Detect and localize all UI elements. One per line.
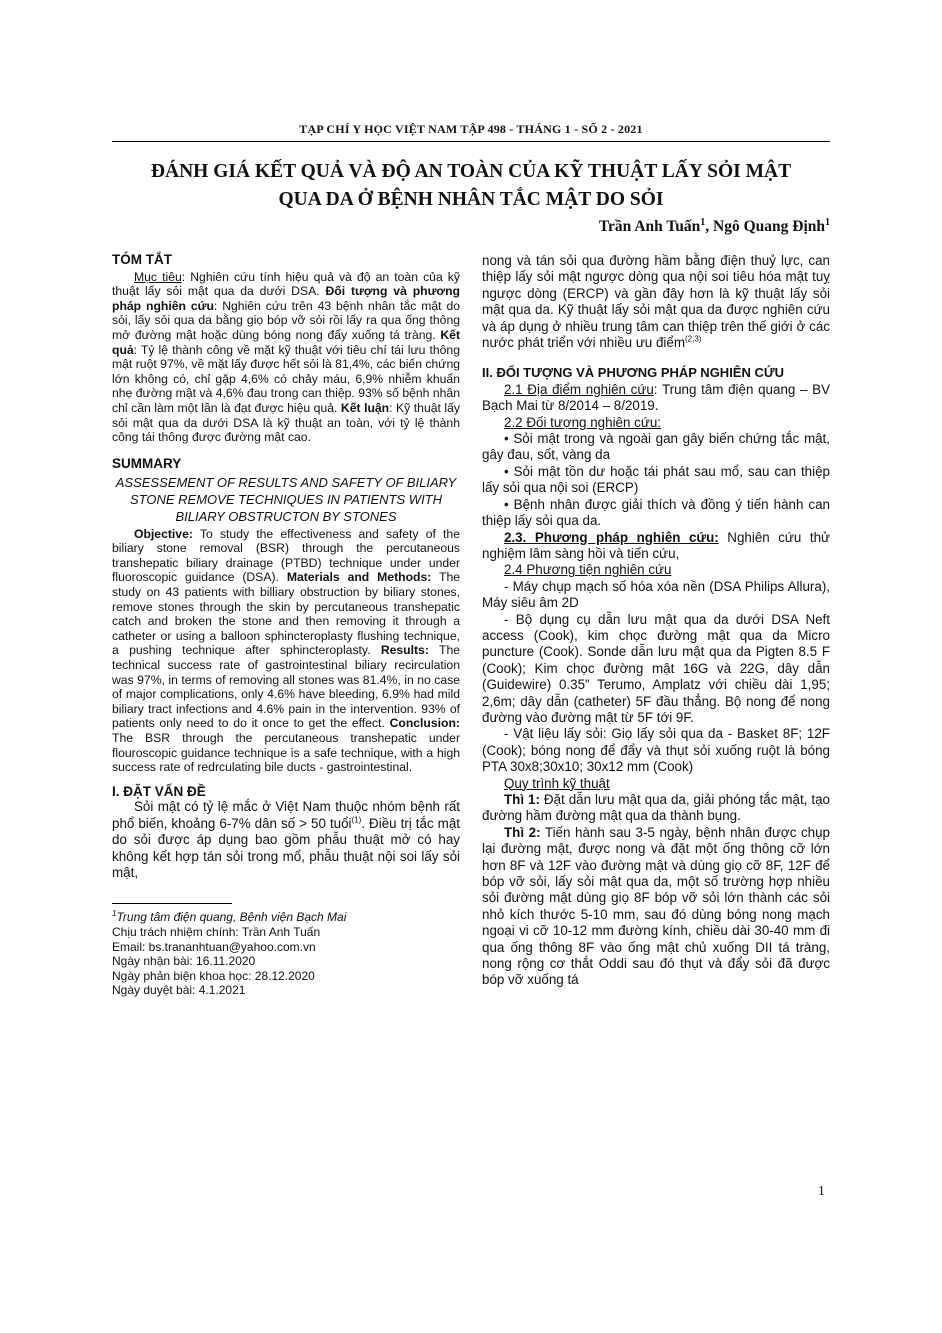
journal-header: TẠP CHÍ Y HỌC VIỆT NAM TẬP 498 - THÁNG 1 - SỐ 2 - 2021	[299, 122, 643, 136]
authors	[599, 218, 830, 236]
step-2	[482, 825, 830, 989]
label-results: Kết quả	[112, 327, 460, 357]
intro-ref-2: (2,3)	[684, 334, 702, 344]
text-objective-en: To study the effectiveness and safety of the biliary stone removal (BSR) through the percutaneous transhepatic biliary drainage (PTBD) technique under under fluoroscopic guidance (DSA).	[112, 526, 460, 585]
author-1: Trần Anh Tuấn	[598, 218, 701, 235]
text-results: : Tỷ lệ thành công về mặt kỹ thuật với tiêu chí tái lưu thông mật ruột 97%, về mặt lấy được hết sỏi là 81,4%, các biến chứng lớn không có, chỉ gặp 4,6% có chảy máu, 6,9% nhiễm khuẩn nhẹ đường mật và 4,6% đau trong can thiệp. 93% số bệnh nhân chỉ cần làm một lần là đạt được hiệu quả.	[112, 342, 460, 415]
criteria-3: • Bệnh nhân được giải thích và đồng ý tiến hành can thiệp lấy sỏi qua da.	[482, 496, 830, 529]
title-line-2: QUA DA Ở BỆNH NHÂN TẮC MẬT DO SỎI	[278, 189, 664, 210]
label-conclusion: Kết luận	[340, 400, 390, 415]
procedure-heading	[482, 776, 830, 792]
article-title	[112, 158, 830, 214]
s21-text: : Trung tâm điện quang – BV Bạch Mai từ 8/2014 – 8/2019.	[482, 381, 831, 414]
author-separator: ,	[705, 218, 714, 235]
author-2-affil: 1	[825, 216, 830, 228]
section-2-3	[482, 530, 830, 563]
step-2-text: Tiến hành sau 3-5 ngày, bệnh nhân được chụp lại đường mật, được nong và đặt một ống thông cỡ lớn hơn 8F và 12F vào đường mật và dùng giọ cỡ 8F, 12F để bóp vỡ sỏi, lấy sỏi mật qua da, một số trường hợp nhiều sỏi đường mật dùng giọ 8F bóp vỡ sỏi lớn thành các sỏi nhỏ kích thước 5-10 mm, sau đó dùng bóng nong mạch ngoại vi cỡ 10-12 mm đường kính, chiều dài 30-40 mm đi qua ống thông 8F vào ống mật chủ xuống DII tá tràng, nong rộng cơ thắt Oddi sau đó thụt và đẩy sỏi đã được bóp vỡ xuống tá	[482, 824, 830, 988]
label-objective: Mục tiêu	[134, 269, 182, 284]
abstract-vi-heading: TÓM TẮT	[112, 252, 172, 267]
footnote-affil-text: Trung tâm điện quang, Bệnh viện Bạch Mai	[116, 910, 347, 925]
section-2-4	[482, 562, 830, 578]
page-number: 1	[818, 1183, 825, 1198]
author-2: Ngô Quang Định	[713, 218, 825, 235]
s22-label: 2.2 Đối tượng nghiên cứu:	[504, 414, 661, 430]
title-line-1: ĐÁNH GIÁ KẾT QUẢ VÀ ĐỘ AN TOÀN CỦA KỸ THUẬT LẤY SỎI MẬT	[150, 161, 792, 182]
footnote-responsible: Chịu trách nhiệm chính: Trần Anh Tuấn	[112, 925, 321, 940]
s24-label: 2.4 Phương tiện nghiên cứu	[504, 562, 672, 578]
label-methods-en: Materials and Methods:	[286, 570, 432, 585]
footnote-affiliation	[112, 910, 460, 925]
equipment-1: - Máy chụp mạch số hóa xóa nền (DSA Philips Allura), Máy siêu âm 2D	[482, 578, 830, 611]
label-objective-en: Objective:	[134, 526, 193, 541]
footnote-rule	[112, 903, 232, 904]
summary-body	[112, 527, 460, 775]
methods-heading: II. ĐỐI TƯỢNG VÀ PHƯƠNG PHÁP NGHIÊN CỨU	[482, 365, 785, 381]
text-methods-en: The study on 43 patients with billiary obstruction by biliary stones, remove stones through the skin by percutaneous transhepatic catch and broken the stone and then removing it through a catheter or using a balloon sphincteroplasty flushing technique, a pushing technique after sphincteroplasty.	[112, 570, 461, 658]
text-conclusion: : Kỹ thuật lấy sỏi mật qua da dưới DSA là kỹ thuật an toàn, với tỷ lệ thành công tái thông được đường mật cao.	[112, 400, 460, 445]
footnote-received: Ngày nhận bài: 16.11.2020	[112, 954, 256, 969]
intro-text-a: Sỏi mật có tỷ lệ mắc ở Việt Nam thuộc nhóm bệnh rất phổ biến, khoảng 6-7% dân số > 50 tuổi	[112, 799, 460, 831]
s21-label: 2.1 Địa điểm nghiên cứu	[504, 381, 654, 397]
summary-heading: SUMMARY	[112, 455, 182, 471]
label-methods: Đối tượng và phương pháp nghiên cứu	[112, 284, 460, 313]
section-2-1	[482, 382, 830, 415]
s23-text: Nghiên cứu thử nghiệm lâm sàng hồi và tiến cứu,	[482, 529, 830, 561]
s23-label: 2.3. Phương pháp nghiên cứu:	[504, 529, 719, 545]
text-conclusion-en: The BSR through the percutaneous transhepatic under flouroscopic guidance technique is a safe technique, with a high success rate of redrculating bile ducts - gastrointestinal.	[112, 731, 460, 775]
equipment-3: - Vật liệu lấy sỏi: Giọ lấy sỏi qua da - Basket 8F; 12F (Cook); bóng nong để đẩy và thụt sỏi xuống ruột là bóng PTA 30x8;30x10; 30x12 mm (Cook)	[482, 726, 830, 775]
section-2-2	[482, 415, 830, 431]
header-rule	[112, 141, 830, 142]
author-1-affil: 1	[700, 216, 706, 228]
summary-title: ASSESSEMENT OF RESULTS AND SAFETY OF BILIARY STONE REMOVE TECHNIQUES IN PATIENTS WITH BILIARY OBSTRUCTON BY STONES	[115, 475, 457, 524]
step-1	[482, 792, 830, 825]
footnote-email: Email: bs.trananhtuan@yahoo.com.vn	[112, 939, 316, 954]
intro-ref-1: (1)	[351, 815, 362, 825]
label-results-en: Results:	[380, 643, 429, 658]
footnote-affil-sup: 1	[112, 909, 117, 919]
text-objective: : Nghiên cứu tính hiệu quả và độ an toàn của kỹ thuật lấy sỏi mật qua da dưới DSA.	[112, 269, 460, 299]
left-column	[112, 253, 460, 998]
intro-paragraph	[112, 799, 460, 881]
intro-text-b: . Điều trị tắc mật do sỏi được áp dụng bao gồm phẫu thuật mở có hay không kết hợp tán sỏi trong mổ, phẫu thuật nội soi lấy sỏi mật,	[112, 815, 460, 881]
label-conclusion-en: Conclusion:	[389, 716, 460, 731]
footnote	[112, 910, 460, 998]
intro-heading: I. ĐẶT VẤN ĐỀ	[112, 783, 206, 799]
step-1-text: Đặt dẫn lưu mật qua da, giải phóng tắc mật, tạo đường hầm đường mật qua da thành bụng.	[482, 792, 830, 824]
equipment-2: - Bộ dụng cụ dẫn lưu mật qua da dưới DSA Neft access (Cook), kim chọc đường mật qua da Micro puncture (Cook). Sonde dẫn lưu mật qua da Pigten 8.5 F (Cook); Kim chọc đường mật 16G và 22G, dây dẫn (Guidewire) 0.35” Terumo, Amplatz với chiều dài 1,95; 2,6m; dây dẫn (catheter) 5F đầu thẳng. Bộ nong để nong đường vào đường mật từ 5F tới 9F.	[482, 611, 830, 725]
footnote-reviewed: Ngày phản biện khoa học: 28.12.2020	[112, 968, 315, 983]
footnote-accepted: Ngày duyệt bài: 4.1.2021	[112, 983, 246, 998]
intro-continuation	[482, 253, 830, 351]
abstract-vi-body	[112, 270, 460, 445]
procedure-label: Quy trình kỹ thuật	[504, 775, 610, 791]
step-2-label: Thì 2:	[504, 824, 541, 840]
criteria-2: • Sỏi mật tồn dư hoặc tái phát sau mổ, sau can thiệp lấy sỏi qua nội soi (ERCP)	[482, 463, 830, 496]
text-methods: : Nghiên cứu trên 43 bệnh nhân tắc mật do sỏi, lấy sỏi qua da bằng giọ bóp vỡ sỏi rồi lấy ra qua ống thông mở đường mật hoặc dùng bóng nong đẩy xuống tá tràng.	[112, 298, 461, 342]
text-results-en: The technical success rate of gastrointestinal biliary recirculation was 97%, in terms of removing all stones was 81.4%, in no case of major complications, only 4.6% have bleeding, 6.9% had mild biliary tract infections and 4.6% pain in the intervention. 93% of patients only need to do it once to get the effect.	[112, 643, 460, 731]
intro-cont-text: nong và tán sỏi qua đường hầm bằng điện thuỷ lực, can thiệp lấy sỏi mật ngược dòng qua nội soi tiêu hóa mật tuỵ ngược dòng (ERCP) và gần đây hơn là kỹ thuật lấy sỏi mật qua da. Kỹ thuật lấy sỏi mật qua da được nghiên cứu và áp dụng ở nhiều trung tâm can thiệp trên thế giới ở các nước phát triển với nhiều ưu điểm	[482, 253, 830, 351]
right-column	[482, 253, 830, 989]
criteria-1: • Sỏi mật trong và ngoài gan gây biến chứng tắc mật, gây đau, sốt, vàng da	[482, 431, 830, 463]
step-1-label: Thì 1:	[504, 792, 540, 807]
